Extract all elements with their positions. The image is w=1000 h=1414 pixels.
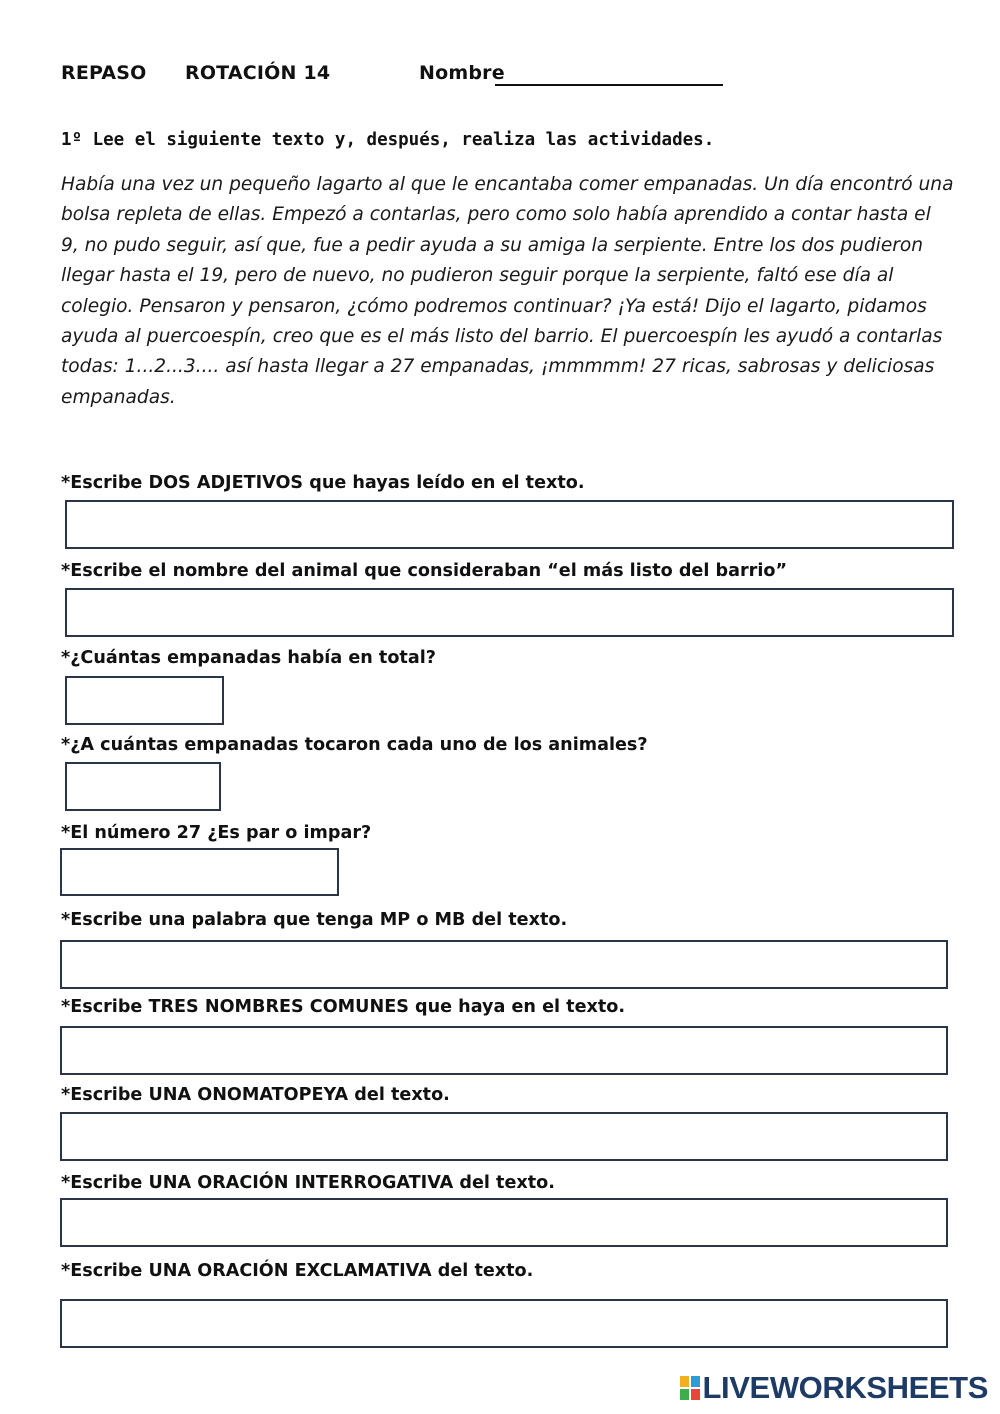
answer-box-exclamativa[interactable] xyxy=(60,1299,948,1348)
story-line: Había una vez un pequeño lagarto al que le encantaba comer empanadas. Un día encontró una xyxy=(61,174,954,195)
question-total-empanadas: *¿Cuántas empanadas había en total? xyxy=(61,648,436,668)
story-line: colegio. Pensaron y pensaron, ¿cómo podremos continuar? ¡Ya está! Dijo el lagarto, pidamos xyxy=(61,295,927,317)
question-par-impar: *El número 27 ¿Es par o impar? xyxy=(61,823,372,843)
answer-box-reparto[interactable] xyxy=(65,762,221,811)
story-line: empanadas. xyxy=(61,386,176,408)
header-nombre-label: Nombre xyxy=(419,62,505,84)
question-adjetivos: *Escribe DOS ADJETIVOS que hayas leído en el texto. xyxy=(61,473,585,493)
question-onomatopeya: *Escribe UNA ONOMATOPEYA del texto. xyxy=(61,1085,450,1105)
story-line: bolsa repleta de ellas. Empezó a contarlas, pero como solo había aprendido a contar hasta el xyxy=(61,204,931,226)
answer-box-interrogativa[interactable] xyxy=(60,1198,948,1247)
header-rotacion: ROTACIÓN 14 xyxy=(185,62,331,84)
instruction: 1º Lee el siguiente texto y, después, realiza las actividades. xyxy=(61,130,715,150)
liveworksheets-logo xyxy=(679,1370,988,1406)
answer-box-onomatopeya[interactable] xyxy=(60,1112,948,1161)
question-reparto: *¿A cuántas empanadas tocaron cada uno de los animales? xyxy=(61,735,648,755)
question-mp-mb: *Escribe una palabra que tenga MP o MB del texto. xyxy=(61,910,568,930)
question-exclamativa: *Escribe UNA ORACIÓN EXCLAMATIVA del texto. xyxy=(61,1261,534,1281)
answer-box-mp-mb[interactable] xyxy=(60,940,948,989)
answer-box-nombres-comunes[interactable] xyxy=(60,1026,948,1075)
liveworksheets-logo-text: LIVEWORKSHEETS xyxy=(702,1370,988,1405)
story-line: ayuda al puercoespín, creo que es el más listo del barrio. El puercoespín les ayudó a contarlas xyxy=(61,326,943,348)
liveworksheets-logo-icon xyxy=(679,1375,701,1401)
question-nombres-comunes: *Escribe TRES NOMBRES COMUNES que haya en el texto. xyxy=(61,997,626,1017)
story-line: llegar hasta el 19, pero de nuevo, no pudieron seguir porque la serpiente, faltó ese día al xyxy=(61,265,894,287)
question-animal-listo: *Escribe el nombre del animal que consideraban “el más listo del barrio” xyxy=(61,561,788,581)
story-line: todas: 1...2...3.... así hasta llegar a 27 empanadas, ¡mmmmm! 27 ricas, sabrosas y deliciosas xyxy=(61,356,935,378)
story-text xyxy=(61,170,954,413)
answer-box-par-impar[interactable] xyxy=(60,848,339,896)
nombre-input-line[interactable] xyxy=(495,84,723,86)
answer-box-adjetivos[interactable] xyxy=(65,500,954,549)
header-repaso: REPASO xyxy=(61,62,147,84)
question-interrogativa: *Escribe UNA ORACIÓN INTERROGATIVA del texto. xyxy=(61,1173,555,1193)
answer-box-animal-listo[interactable] xyxy=(65,588,954,637)
story-line: 9, no pudo seguir, así que, fue a pedir ayuda a su amiga la serpiente. Entre los dos pudieron xyxy=(61,234,924,256)
answer-box-total-empanadas[interactable] xyxy=(65,676,224,725)
